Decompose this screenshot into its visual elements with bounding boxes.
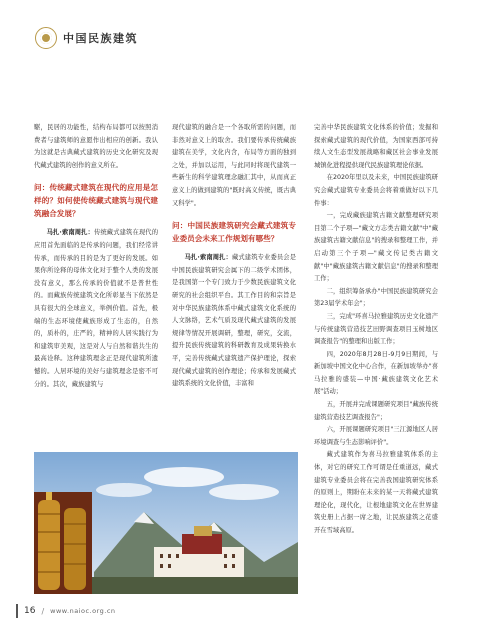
list-item: 三，完成"环喜马拉雅建筑历史文化遗产与传统建筑营造技艺田野调查项目玉树地区调查报告"的整理和出版工作； — [314, 312, 438, 346]
potala-palace-photo — [34, 452, 298, 594]
list-item: 五，开展并完成课题研究项目"藏族传统建筑营造技艺调查报告"； — [314, 401, 438, 421]
paragraph: 在2020年里以及未来，中国民族建筑研究会藏式建筑专业委员会将着重做好以下几件事： — [314, 174, 438, 207]
paragraph: 藏式建筑作为喜马拉雅建筑体系的主体，对它的研究工作可谓是任重道远，藏式建筑专业委员会将在完善我国建筑研究体系的原则上，期盼在未来的某一天将藏式建筑理论化，现代化，让根地建筑文化在世界建筑史册上占据一席之地，让民族建筑之花盛开在雪域高原。 — [314, 451, 438, 534]
text-column-3 — [314, 122, 438, 538]
answer-text: 传统藏式建筑在现代的应用首先面临的是传承的问题，我们经常讲传承，而传承的目的是为了更好的发展。如果你所诠释的母体文化对于整个人类的发展没有意义，那么传承的价值就不是普世性的。而藏族传统建筑文化所彰显当下依然是具有很大的全球意义，举例价值。首先，极端的生态环境使藏族形成了生态的，自然的，质朴的，庄严的，精神的人居实践行为和建筑审美观，这是对人与自然和谐共生的最高诠释。这种建筑理念正是现代建筑所遗憾的。人居环境的美好与建筑理念是密不可分的。其次，藏族建筑与 — [34, 229, 158, 388]
page-footer — [16, 604, 116, 618]
page-header — [35, 26, 138, 50]
seal-logo-icon — [35, 27, 57, 49]
website-url[interactable]: www.naioc.org.cn — [50, 607, 116, 615]
speaker-name: 马扎·索南周扎： — [46, 229, 94, 237]
question-heading: 问：传统藏式建筑在现代的应用是怎样的？如何使传统藏式建筑与现代建筑融合发展？ — [34, 183, 158, 219]
magazine-brand: 中国民族建筑 — [63, 32, 138, 45]
question-heading: 问：中国民族建筑研究会藏式建筑专业委员会未来工作规划有哪些？ — [172, 221, 296, 244]
list-item: 四，2020年8月28日-9月9日期间，与新加坡中国文化中心合作，在新加坡举办"喜马拉雅的盛装—中国·藏族建筑文化艺术展"活动； — [314, 350, 438, 396]
paragraph: 駆，民居的功能性，结构布局都可以按照消费者与建筑师的意愿作出相应的创新。我认为这就是古典藏式建筑的历史文化研究及现代藏式建筑的创作的意义所在。 — [34, 124, 158, 169]
text-column-2 — [172, 122, 296, 391]
page-number: 16 — [24, 606, 36, 616]
paragraph: 现代建筑的融合是一个各取所需的问题，而非然对意义上的取舍。我们要传承传统藏族建筑在美学，文化内含，布局等方面的独到之处，并加以运用，与此同时将现代建筑一些新生的科学建筑理念融汇其中，从而真正意义上的做到建筑的"既时高义传统，既古典又科学"。 — [172, 124, 296, 207]
list-item: 六，开展课题研究项目"三江源地区人居环境调查与生态影响评价"。 — [314, 426, 438, 446]
list-item: 一，完成藏族建筑古籍文献整理研究项目第二个子项—"藏文方志类古籍文献"中"藏族建筑古籍文献信息"的搜录和整理工作，并启动第三个子项—"藏文传记类古籍文献"中"藏族建筑古籍文献信息"的搜录和整理工作； — [314, 212, 438, 283]
paragraph: 完善中华民族建筑文化体系的价值；发掘和探索藏式建筑的现代价值，为国家西部可持续人文生态型发展战略和藏区社会事业发展城镇化进程提供现代民族建筑理论依据。 — [314, 124, 438, 169]
answer-text: 藏式建筑专业委员会是中国民族建筑研究会属下的二级学术团体，是我国第一个专门致力于少数民族建筑文化研究的社会组织平台。其工作目的和宗旨是对中华民族建筑体系中藏式建筑文化系统的人文脉络，艺术气质及现代藏式建筑的发展规律等情况开展调研，整理，研究，交流，提升民族传统建筑的科研教育及成果转换水平，完善传统藏式建筑遗产保护理论，探索现代藏式建筑的创作理论；传承和发展藏式建筑系统的文化价值，丰富和 — [172, 254, 296, 388]
speaker-name: 马扎·索南周扎： — [184, 254, 232, 262]
footer-separator: / — [41, 606, 45, 616]
footer-divider — [16, 604, 18, 618]
list-item: 二，组织筹备承办"中国民族建筑研究会第23届学术年会"； — [314, 287, 438, 308]
text-column-1 — [34, 122, 158, 391]
landscape-illustration — [34, 452, 298, 594]
